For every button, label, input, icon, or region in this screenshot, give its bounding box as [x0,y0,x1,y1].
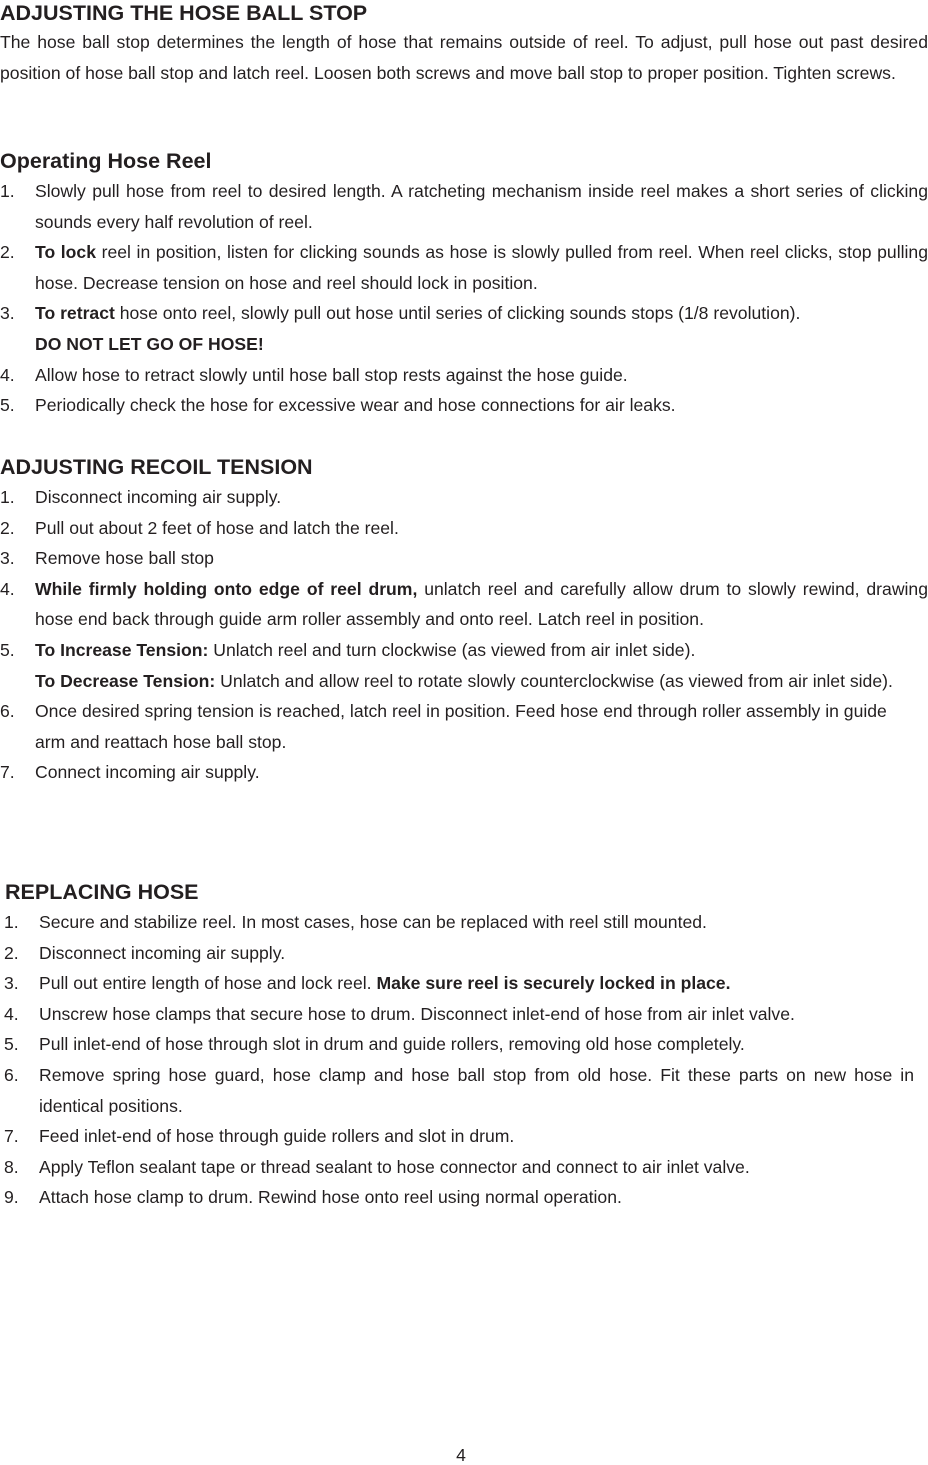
item-number: 3. [0,303,15,324]
page-number: 4 [456,1445,466,1465]
item-number: 6. [0,701,15,722]
item-text: Unlatch and allow reel to rotate slowly counterclockwise (as viewed from air inlet side). [215,670,893,691]
list-item [0,176,928,237]
item-text: Once desired spring tension is reached, latch reel in position. Feed hose end through roller assembly in guide arm and reattach hose ball stop. [35,701,887,752]
recoil-heading: ADJUSTING RECOIL TENSION [0,455,313,479]
item-bold-text: While firmly holding onto edge of reel drum, [35,578,418,599]
item-text: Allow hose to retract slowly until hose ball stop rests against the hose guide. [35,364,628,385]
replacing-list [0,907,928,1213]
list-item [0,1029,928,1060]
item-text: Apply Teflon sealant tape or thread sealant to hose connector and connect to air inlet valve. [39,1156,750,1177]
ball-stop-body: The hose ball stop determines the length of hose that remains outside of reel. To adjust, pull hose out past desired position of hose ball stop and latch reel. Loosen both screws and move ball stop to proper position. Tighten screws. [0,32,928,83]
item-text: Periodically check the hose for excessive wear and hose connections for air leaks. [35,395,676,416]
item-text: Connect incoming air supply. [35,762,260,783]
operating-list [0,176,928,421]
item-number: 7. [0,762,15,783]
item-text: Secure and stabilize reel. In most cases, hose can be replaced with reel still mounted. [39,912,707,932]
item-text: Pull inlet-end of hose through slot in drum and guide rollers, removing old hose completely. [39,1034,745,1055]
item-number: 4. [0,578,15,599]
item-number: 3. [0,548,15,569]
list-item [0,999,928,1030]
item-text: Slowly pull hose from reel to desired length. A ratcheting mechanism inside reel makes a short series of clicking sounds every half revolution of reel. [35,181,928,232]
list-item [0,1060,928,1121]
item-text: Feed inlet-end of hose through guide rollers and slot in drum. [39,1126,515,1147]
list-item [0,757,928,788]
item-number: 7. [4,1126,19,1147]
item-text: Unlatch reel and turn clockwise (as viewed from air inlet side). [208,639,696,660]
item-number: 9. [4,1187,19,1208]
ball-stop-heading: ADJUSTING THE HOSE BALL STOP [0,1,368,25]
list-item [0,696,928,757]
list-item [0,390,928,421]
item-number: 4. [4,1003,19,1024]
item-bold-text: To Increase Tension: [35,639,209,660]
replacing-heading: REPLACING HOSE [5,880,199,904]
list-item [0,360,928,391]
list-item [0,543,928,574]
item-number: 6. [4,1064,19,1085]
list-item [0,1121,928,1152]
item-text: Remove spring hose guard, hose clamp and hose ball stop from old hose. Fit these parts on new hose in identical positions. [39,1064,914,1116]
item-text: Remove hose ball stop [35,548,214,569]
operating-section [0,148,928,421]
replacing-section [0,879,928,1213]
item-text: unlatch reel and carefully allow drum to slowly rewind, drawing hose end back through guide arm roller assembly and onto reel. Latch reel in position. [35,578,928,630]
list-item [0,574,928,635]
item-number: 3. [4,973,19,994]
recoil-section [0,454,928,788]
item-number: 1. [4,912,19,932]
item-bold-text: To lock [35,242,96,263]
operating-heading: Operating Hose Reel [0,149,212,173]
recoil-list [0,482,928,788]
list-item [0,907,928,938]
ball-stop-section [0,0,928,88]
list-item [0,1152,928,1183]
item-text: reel in position, listen for clicking sounds as hose is slowly pulled from reel. When reel clicks, stop pulling hose. Decrease tension on hose and reel should lock in position. [35,242,928,293]
list-item [0,938,928,969]
list-item [0,513,928,544]
item-text: Disconnect incoming air supply. [39,942,286,963]
item-number: 2. [0,517,15,538]
list-item [0,968,928,999]
item-number: 4. [0,364,15,385]
item-number: 8. [4,1156,19,1177]
item-number: 5. [4,1034,19,1055]
item-bold-text: To retract [35,303,115,324]
item-text: Pull out about 2 feet of hose and latch the reel. [35,517,399,538]
warning-text: DO NOT LET GO OF HOSE! [35,333,264,354]
item-number: 2. [0,242,15,263]
item-number: 5. [0,639,15,660]
item-text: Attach hose clamp to drum. Rewind hose onto reel using normal operation. [39,1187,622,1208]
item-number: 2. [4,942,19,963]
item-text: hose onto reel, slowly pull out hose until series of clicking sounds stops (1/8 revolution). [114,303,801,324]
item-text: Pull out entire length of hose and lock reel. [39,973,377,994]
item-text: Disconnect incoming air supply. [35,487,282,507]
list-item [0,635,928,696]
list-item [0,237,928,298]
list-item [0,298,928,359]
list-item [0,482,928,513]
item-bold-text: Make sure reel is securely locked in place. [376,973,731,994]
item-bold-text: To Decrease Tension: [35,670,216,691]
item-number: 5. [0,395,15,416]
list-item [0,1182,928,1213]
item-number: 1. [0,181,15,201]
item-number: 1. [0,487,15,507]
item-text: Unscrew hose clamps that secure hose to drum. Disconnect inlet-end of hose from air inlet valve. [39,1003,795,1024]
